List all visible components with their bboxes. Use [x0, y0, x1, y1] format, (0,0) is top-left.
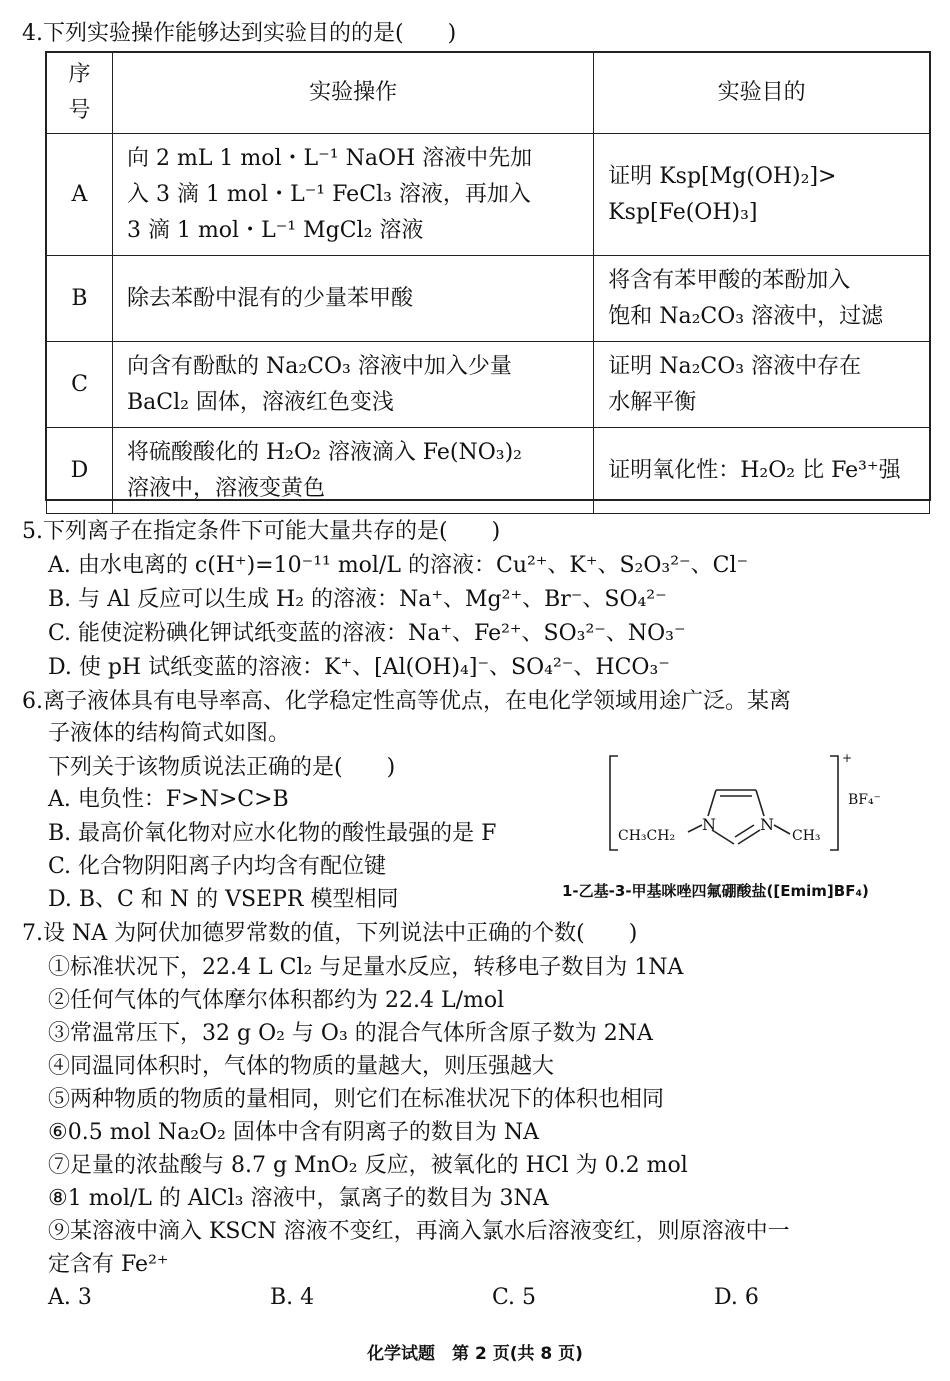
op-line: 入 3 滴 1 mol・L⁻¹ FeCl₃ 溶液，再加入: [126, 181, 531, 207]
q7-item: ⑦足量的浓盐酸与 8.7 g MnO₂ 反应，被氧化的 HCl 为 0.2 mol: [48, 1153, 688, 1178]
figure-caption: 1-乙基-3-甲基咪唑四氟硼酸盐([Emim]BF₄): [562, 882, 869, 900]
q4-stem: 4.下列实验操作能够达到实验目的的是( ): [22, 21, 457, 46]
op-line: 溶液中，溶液变黄色: [126, 475, 325, 501]
nitrogen-1-label: N: [702, 815, 716, 834]
q5-option-d: D. 使 pH 试纸变蓝的溶液：K⁺、[Al(OH)₄]⁻、SO₄²⁻、HCO₃⁻: [48, 655, 670, 680]
row-purpose: [594, 428, 930, 514]
anion-label: BF₄⁻: [848, 792, 882, 808]
cation-charge-label: +: [842, 752, 853, 765]
row-id: D: [47, 428, 113, 514]
row-purpose: [594, 134, 930, 256]
goal-line: 饱和 Na₂CO₃ 溶液中，过滤: [608, 303, 884, 329]
q5-stem: 5.下列离子在指定条件下可能大量共存的是( ): [22, 519, 501, 544]
q6-stem-line2: 子液体的结构简式如图。: [48, 721, 291, 746]
table-header-row: [47, 53, 930, 134]
experiment-table: [46, 52, 930, 514]
q7-stem: 7.设 NA 为阿伏加德罗常数的值，下列说法中正确的个数( ): [22, 921, 638, 946]
q5-option-c: C. 能使淀粉碘化钾试纸变蓝的溶液：Na⁺、Fe²⁺、SO₃²⁻、NO₃⁻: [48, 621, 686, 646]
op-line: BaCl₂ 固体，溶液红色变浅: [126, 389, 394, 415]
q7-item: ③常温常压下，32 g O₂ 与 O₃ 的混合气体所含原子数为 2NA: [48, 1021, 653, 1046]
table-row: [47, 428, 930, 514]
q6-stem-line1: 6.离子液体具有电导率高、化学稳定性高等优点，在电化学领域用途广泛。某离: [22, 689, 791, 714]
q7-choice-d: D. 6: [714, 1285, 759, 1310]
header-operation: 实验操作: [112, 53, 593, 134]
q7-item: ①标准状况下，22.4 L Cl₂ 与足量水反应，转移电子数目为 1NA: [48, 955, 684, 980]
table-row: [47, 256, 930, 342]
methyl-bond: [774, 825, 790, 834]
left-bracket: [610, 756, 618, 850]
q6-option-d: D. B、C 和 N 的 VSEPR 模型相同: [48, 887, 399, 912]
q5-option-a: A. 由水电离的 c(H⁺)=10⁻¹¹ mol/L 的溶液：Cu²⁺、K⁺、S₂O₃²⁻、Cl⁻: [48, 553, 749, 578]
q6-ask: 下列关于该物质说法正确的是( ): [48, 755, 396, 780]
right-bracket: [830, 756, 838, 850]
row-purpose: [594, 342, 930, 428]
op-line: 向 2 mL 1 mol・L⁻¹ NaOH 溶液中先加: [126, 145, 533, 171]
row-operation: [112, 428, 593, 514]
goal-line: 证明 Ksp[Mg(OH)₂]>: [608, 163, 837, 189]
q7-item: ④同温同体积时，气体的物质的量越大，则压强越大: [48, 1054, 555, 1079]
goal-line: 将含有苯甲酸的苯酚加入: [608, 267, 851, 293]
op-line: 3 滴 1 mol・L⁻¹ MgCl₂ 溶液: [126, 217, 424, 243]
methyl-group-label: CH₃: [792, 828, 821, 844]
page-footer: 化学试题 第 2 页(共 8 页): [367, 1344, 583, 1364]
ring-bond: [708, 790, 716, 816]
q7-item: ②任何气体的气体摩尔体积都约为 22.4 L/mol: [48, 988, 505, 1013]
header-number: 序号: [47, 53, 113, 134]
goal-line: 证明 Na₂CO₃ 溶液中存在: [608, 353, 862, 379]
q7-item: ⑤两种物质的物质的量相同，则它们在标准状况下的体积也相同: [48, 1087, 665, 1112]
ethyl-bond: [688, 825, 702, 832]
goal-line: 证明氧化性：H₂O₂ 比 Fe³⁺强: [608, 457, 901, 483]
q7-item: 定含有 Fe²⁺: [48, 1252, 169, 1277]
q7-choice-a: A. 3: [48, 1285, 92, 1310]
row-purpose: [594, 256, 930, 342]
q7-choice-b: B. 4: [270, 1285, 315, 1310]
q6-option-c: C. 化合物阴阳离子内均含有配位键: [48, 854, 387, 879]
row-operation: [112, 134, 593, 256]
q7-item: ⑧1 mol/L 的 AlCl₃ 溶液中，氯离子的数目为 3NA: [48, 1186, 549, 1211]
goal-line: Ksp[Fe(OH)₃]: [608, 199, 758, 225]
row-id: A: [47, 134, 113, 256]
row-operation: [112, 256, 593, 342]
row-operation: [112, 342, 593, 428]
ring-bond: [756, 790, 764, 816]
table-row: [47, 342, 930, 428]
q6-option-a: A. 电负性：F>N>C>B: [48, 787, 289, 812]
ethyl-group-label: CH₃CH₂: [618, 828, 676, 844]
table-row: [47, 134, 930, 256]
row-id: B: [47, 256, 113, 342]
emim-bf4-structure-figure: [604, 752, 904, 862]
q5-option-b: B. 与 Al 反应可以生成 H₂ 的溶液：Na⁺、Mg²⁺、Br⁻、SO₄²⁻: [48, 587, 667, 612]
q7-item: ⑥0.5 mol Na₂O₂ 固体中含有阴离子的数目为 NA: [48, 1120, 540, 1145]
op-line: 除去苯酚中混有的少量苯甲酸: [126, 285, 413, 311]
q7-item: ⑨某溶液中滴入 KSCN 溶液不变红，再滴入氯水后溶液变红，则原溶液中一: [48, 1219, 790, 1244]
q7-choice-c: C. 5: [492, 1285, 537, 1310]
op-line: 向含有酚酞的 Na₂CO₃ 溶液中加入少量: [126, 353, 512, 379]
header-purpose: 实验目的: [594, 53, 930, 134]
q6-option-b: B. 最高价氧化物对应水化物的酸性最强的是 F: [48, 821, 497, 846]
op-line: 将硫酸酸化的 H₂O₂ 溶液滴入 Fe(NO₃)₂: [126, 439, 522, 465]
goal-line: 水解平衡: [608, 389, 697, 415]
row-id: C: [47, 342, 113, 428]
nitrogen-2-label: N: [760, 815, 774, 834]
